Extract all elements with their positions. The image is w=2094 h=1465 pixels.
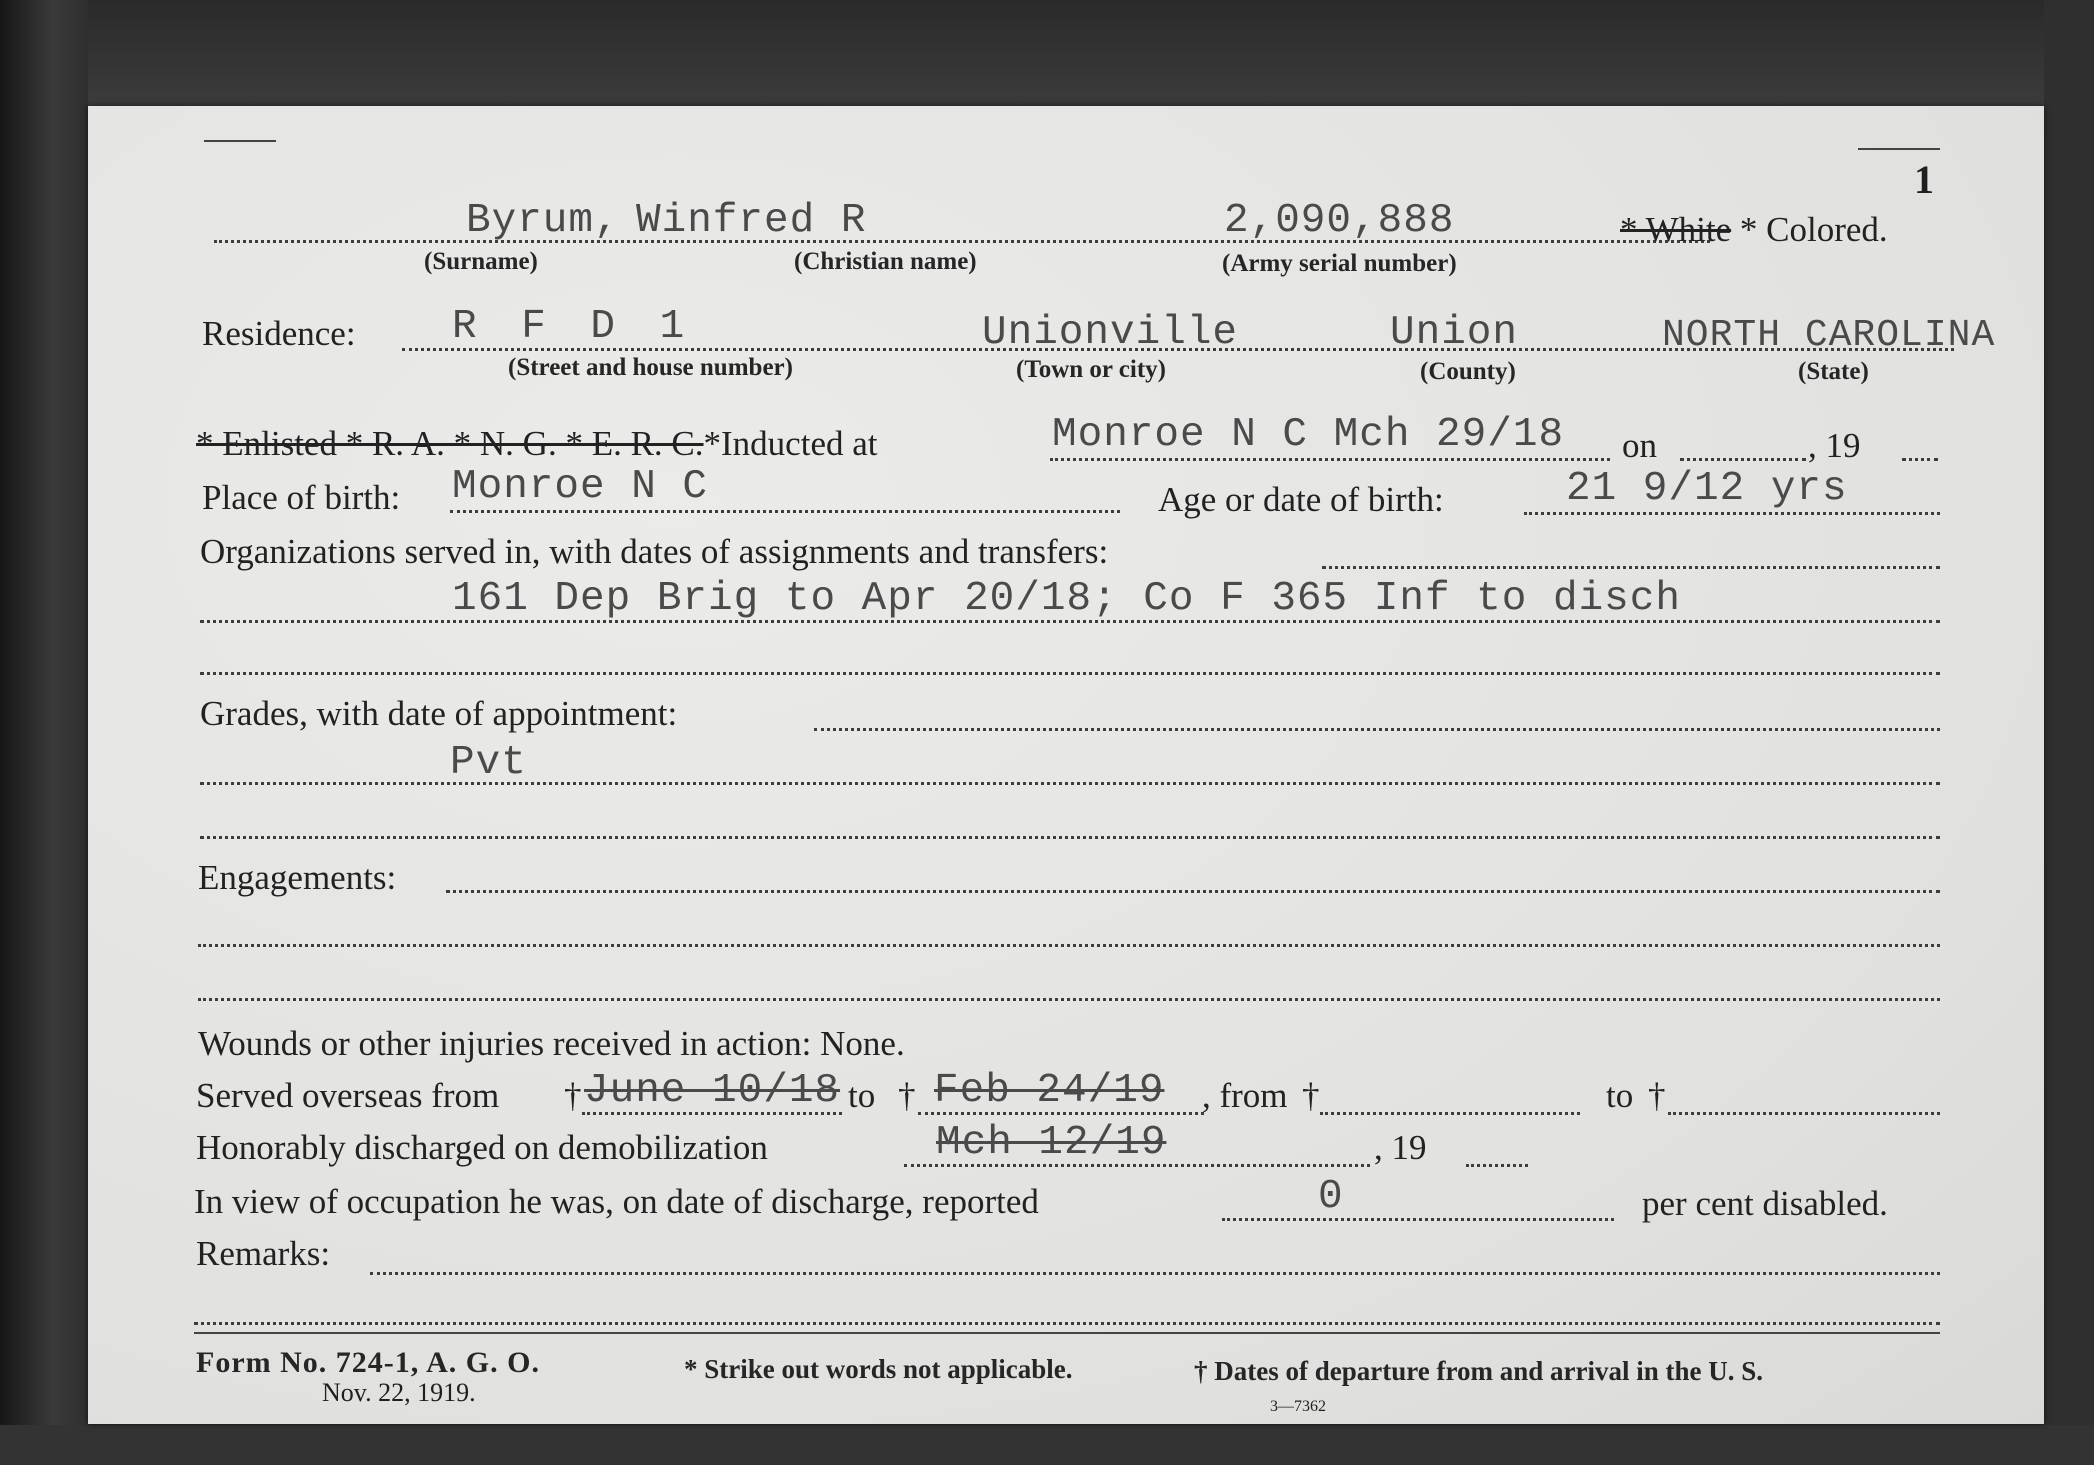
town-value: Unionville <box>982 310 1239 356</box>
grades-label: Grades, with date of appointment: <box>200 694 678 733</box>
race-white-option: * White <box>1620 210 1732 249</box>
age-label: Age or date of birth: <box>1158 480 1444 519</box>
christian-name-value: Winfred R <box>636 198 867 244</box>
inducted-year-label: , 19 <box>1808 426 1861 465</box>
town-caption: (Town or city) <box>1016 356 1166 383</box>
wounds-label: Wounds or other injuries received in action: <box>198 1024 812 1063</box>
serial-number-value: 2,090,888 <box>1224 198 1455 244</box>
overseas-to2-label: to <box>1606 1076 1634 1115</box>
disability-label: In view of occupation he was, on date of discharge, reported <box>194 1182 1039 1221</box>
disability-line <box>1222 1218 1614 1221</box>
inducted-on-label: on <box>1622 426 1657 465</box>
footer-rule <box>194 1332 1940 1334</box>
wounds-row <box>198 1024 905 1064</box>
race-options <box>1620 210 1888 250</box>
discharge-year-line <box>1466 1164 1528 1167</box>
engagements-line-1 <box>446 890 1940 893</box>
grades-line-3 <box>200 836 1940 839</box>
overseas-from2-line <box>1320 1112 1580 1115</box>
county-value: Union <box>1390 310 1519 356</box>
scan-background-top <box>0 0 2094 108</box>
dates-note: † Dates of departure from and arrival in the U. S. <box>1194 1356 1763 1386</box>
inducted-on-line <box>1680 458 1806 461</box>
enlisted-options-struck: * Enlisted * R. A. * N. G. * E. R. C. <box>196 424 704 463</box>
overseas-dagger-1: † <box>564 1076 582 1115</box>
surname-value: Byrum, <box>466 198 620 244</box>
print-code: 3—7362 <box>1270 1398 1326 1415</box>
remarks-label: Remarks: <box>196 1234 331 1273</box>
inducted-year-line <box>1902 458 1938 461</box>
inducted-label: *Inducted at <box>703 424 878 463</box>
age-line <box>1524 512 1940 515</box>
organizations-line-1 <box>1322 566 1940 569</box>
birthplace-label: Place of birth: <box>202 478 401 517</box>
overseas-dagger-4: † <box>1648 1076 1666 1115</box>
corner-mark-right <box>1858 148 1940 150</box>
organizations-line-3 <box>200 672 1940 675</box>
overseas-to-value: Feb 24/19 <box>934 1068 1165 1114</box>
overseas-label: Served overseas from <box>196 1076 500 1115</box>
race-colored-option: * Colored. <box>1739 210 1888 249</box>
inducted-line <box>1050 458 1610 461</box>
overseas-to-label: to <box>848 1076 876 1115</box>
birthplace-line <box>450 510 1120 513</box>
christian-name-caption: (Christian name) <box>794 248 977 275</box>
county-caption: (County) <box>1420 358 1516 385</box>
engagements-line-2 <box>198 944 1940 947</box>
organizations-label: Organizations served in, with dates of assignments and transfers: <box>200 532 1109 571</box>
birthplace-value: Monroe N C <box>452 464 709 510</box>
disability-value: 0 <box>1318 1174 1344 1220</box>
corner-mark-left <box>204 140 276 142</box>
form-date: Nov. 22, 1919. <box>322 1378 476 1407</box>
residence-label: Residence: <box>202 314 356 353</box>
discharge-label: Honorably discharged on demobilization <box>196 1128 768 1167</box>
scan-background-right <box>2044 0 2094 1465</box>
scan-background-left <box>0 0 88 1465</box>
overseas-from2-label: , from <box>1202 1076 1288 1115</box>
grades-line-1 <box>814 728 1940 731</box>
organizations-value: 161 Dep Brig to Apr 20/18; Co F 365 Inf to disch <box>452 576 1681 622</box>
induction-row <box>196 424 878 464</box>
inducted-value: Monroe N C Mch 29/18 <box>1052 412 1565 458</box>
serial-number-caption: (Army serial number) <box>1222 250 1457 277</box>
state-caption: (State) <box>1798 358 1869 385</box>
state-value: NORTH CAROLINA <box>1662 314 1996 357</box>
street-value: R F D 1 <box>452 304 695 350</box>
strike-out-note: * Strike out words not applicable. <box>684 1354 1073 1384</box>
card-number: 1 <box>1914 157 1934 202</box>
overseas-dagger-2: † <box>898 1076 916 1115</box>
age-value: 21 9/12 yrs <box>1566 466 1848 512</box>
street-caption: (Street and house number) <box>508 354 793 381</box>
wounds-value: None. <box>820 1024 905 1063</box>
overseas-dagger-3: † <box>1302 1076 1320 1115</box>
discharge-value: Mch 12/19 <box>936 1120 1167 1166</box>
overseas-from-value: June 10/18 <box>584 1068 841 1114</box>
surname-caption: (Surname) <box>424 248 538 275</box>
disability-suffix: per cent disabled. <box>1642 1184 1888 1223</box>
engagements-label: Engagements: <box>198 858 397 897</box>
remarks-line-1 <box>370 1272 1940 1275</box>
scan-background-bottom <box>0 1425 2094 1465</box>
grades-value: Pvt <box>450 740 527 786</box>
overseas-to2-line <box>1668 1112 1940 1115</box>
name-line <box>214 240 1710 243</box>
remarks-line-2 <box>194 1322 1940 1325</box>
discharge-year-label: , 19 <box>1374 1128 1427 1167</box>
form-number: Form No. 724-1, A. G. O. <box>196 1346 540 1379</box>
service-record-card <box>88 106 2044 1424</box>
engagements-line-3 <box>198 998 1940 1001</box>
